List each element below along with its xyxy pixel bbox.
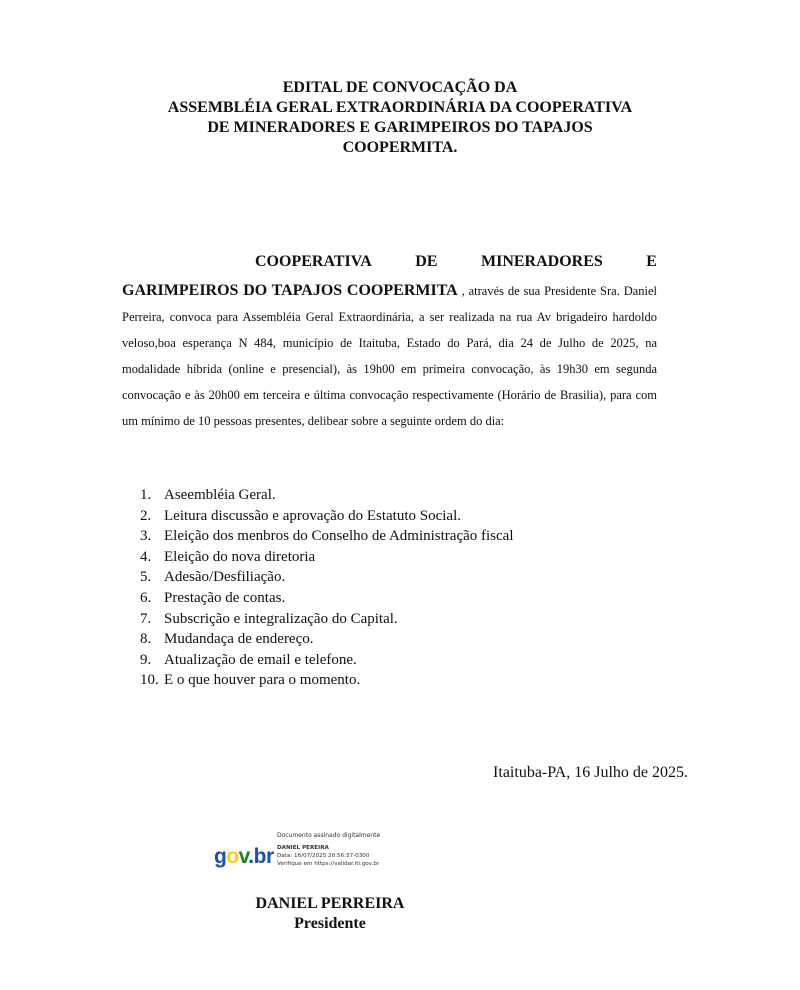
digital-signature-stamp xyxy=(214,830,434,878)
agenda-item xyxy=(140,485,660,506)
agenda-item xyxy=(140,588,660,609)
agenda-item-text: Eleição dos menbros do Conselho de Administração fiscal xyxy=(164,528,514,545)
title-line-4: COOPERMITA. xyxy=(342,139,458,156)
title-line-1: EDITAL DE CONVOCAÇÃO DA xyxy=(282,79,518,96)
convocation-paragraph xyxy=(122,278,657,434)
signer-role: Presidente xyxy=(294,915,366,932)
agenda-item-number: 2. xyxy=(140,507,152,524)
agenda-item-text: Aseembléia Geral. xyxy=(164,487,276,503)
signature-date: Data: 16/07/2025 20:56:37-0300 xyxy=(277,853,370,859)
coop-word-4: E xyxy=(646,253,657,270)
coop-word-2: DE xyxy=(415,253,438,270)
place-and-date: Itaituba-PA, 16 Julho de 2025. xyxy=(493,764,688,781)
paragraph-text: , através de sua Presidente Sra. Daniel Perreira, convoca para Assembléia Geral Extraordinária, a ser realizada na rua Av brigadeiro hardoldo veloso,boa esperança N 484, município de Itaituba, Estado do Pará, dia 24 de Julho de 2025, na modalidade híbrida (online e presencial), às 19h00 em primeira convocação, às 19h30 em segunda convocação e às 20h00 em terceira e última convocação respectivamente (Horário de Brasilia), para com um mínimo de 10 pessoas presentes, delibear sobre a seguinte ordem do dia: xyxy=(122,284,658,428)
agenda-item xyxy=(140,506,660,527)
agenda-item-number: 4. xyxy=(140,548,152,565)
agenda-item-number: 8. xyxy=(140,631,152,648)
agenda-item-text: Prestação de contas. xyxy=(164,589,286,606)
govbr-logo xyxy=(214,846,274,868)
title-line-2: ASSEMBLÉIA GERAL EXTRAORDINÁRIA DA COOPERATIVA xyxy=(167,99,633,116)
govbr-logo-letters-br: br xyxy=(253,845,274,868)
govbr-logo-dot: . xyxy=(248,845,254,868)
title-line-3: DE MINERADORES E GARIMPEIROS DO TAPAJOS xyxy=(207,119,593,136)
document-title xyxy=(100,78,700,158)
agenda-item-number: 10. xyxy=(140,672,159,689)
govbr-logo-letter-g: g xyxy=(214,845,227,868)
agenda-item-text: Eleição do nova diretoria xyxy=(164,548,316,565)
convocation-body xyxy=(122,250,657,434)
agenda-item xyxy=(140,670,660,691)
agenda-item xyxy=(140,609,660,630)
agenda-item-text: E o que houver para o momento. xyxy=(164,672,361,689)
cooperative-name-line-2: GARIMPEIROS DO TAPAJOS COOPERMITA xyxy=(122,282,458,299)
agenda-item-number: 5. xyxy=(140,569,152,586)
agenda-item-number: 9. xyxy=(140,651,152,668)
signature-verify-link: Verifique em https://validar.iti.gov.br xyxy=(277,861,380,867)
govbr-logo-letter-v: v xyxy=(238,845,249,868)
agenda-item-number: 6. xyxy=(140,589,152,606)
agenda-item-text: Adesão/Desfiliação. xyxy=(164,569,286,586)
signature-signer-name: DANIEL PEREIRA xyxy=(277,845,329,851)
signer-block xyxy=(200,894,460,934)
agenda-list xyxy=(140,485,660,691)
coop-word-1: COOPERATIVA xyxy=(255,253,372,270)
agenda-item xyxy=(140,629,660,650)
agenda-item xyxy=(140,650,660,671)
cooperative-name-line-1 xyxy=(122,250,657,278)
coop-word-3: MINERADORES xyxy=(481,253,603,270)
agenda-item-text: Subscrição e integralização do Capital. xyxy=(164,610,398,627)
agenda-item-text: Atualização de email e telefone. xyxy=(164,651,357,668)
agenda-item-number: 1. xyxy=(140,487,152,503)
signature-metadata xyxy=(277,832,380,868)
agenda-item-number: 3. xyxy=(140,528,152,545)
signer-name: DANIEL PERREIRA xyxy=(255,895,405,912)
signature-title: Documento assinado digitalmente xyxy=(277,832,381,839)
agenda-item xyxy=(140,526,660,547)
agenda-item-text: Leitura discussão e aprovação do Estatuto Social. xyxy=(164,507,461,524)
agenda-item xyxy=(140,567,660,588)
agenda-item-text: Mudandaça de endereço. xyxy=(164,631,314,648)
agenda-item-number: 7. xyxy=(140,610,152,627)
govbr-logo-letter-o: o xyxy=(226,845,239,868)
agenda-item xyxy=(140,547,660,568)
